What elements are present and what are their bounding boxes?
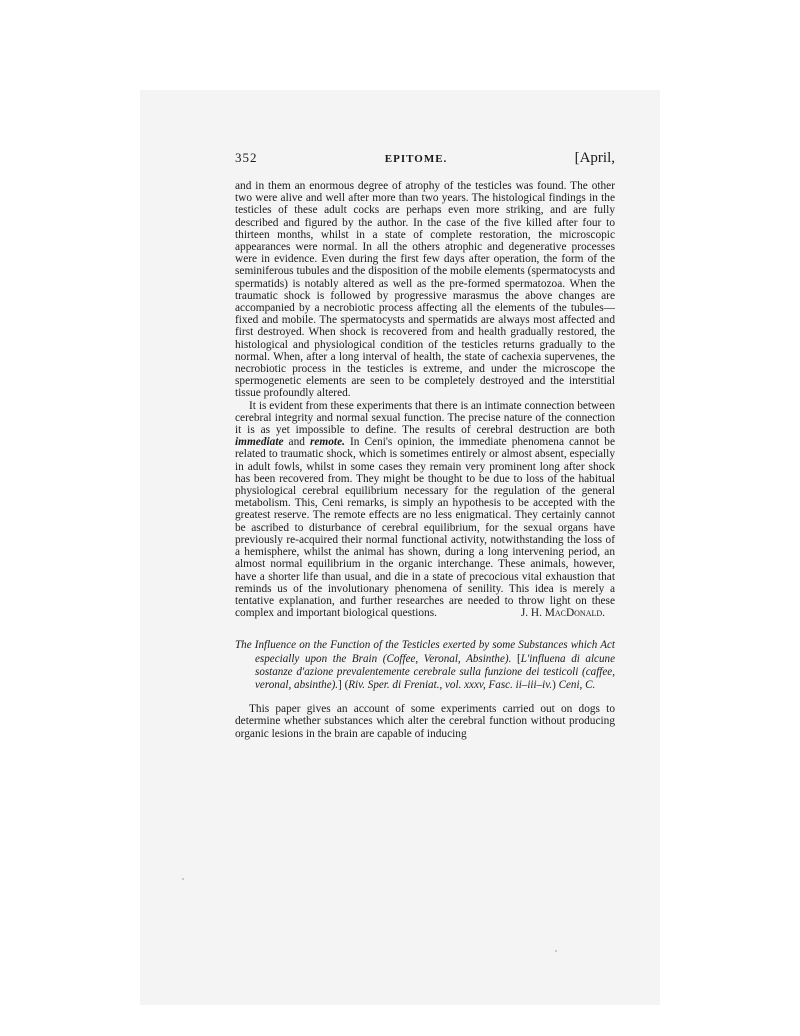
citation-bracket-close: ]: [338, 678, 342, 691]
paragraph-experiments: This paper gives an account of some experiments carried out on dogs to determine whether substances which alter the cerebral function without producing organic lesions in the brain are capable of inducing: [235, 703, 615, 740]
signature-initials: J. H.: [520, 607, 545, 620]
citation-bracket-open: [: [516, 652, 521, 665]
page-text-block: [235, 150, 615, 740]
emphasis-immediate: immediate: [235, 436, 284, 449]
citation-paren-open: (: [341, 678, 349, 691]
paragraph-conclusions: [235, 400, 615, 620]
citation-title: The Influence on the Function of the Testicles exerted by some Substances which Act especially upon the Brain (Coffee, Veronal, Absinthe).: [235, 639, 615, 665]
signature-surname: MacDonald.: [544, 607, 605, 620]
article-citation: [235, 639, 615, 692]
scan-speck: [182, 878, 184, 880]
paragraph-conclusions-text-1: It is evident from these experiments that there is an intimate connection between cerebral integrity and normal sexual function. The precise nature of the connection it is as yet impossible to define. The results of cerebral destruction are both: [235, 399, 615, 437]
emphasis-remote: remote.: [309, 436, 345, 449]
section-label: [April,: [574, 150, 615, 166]
citation-source: Riv. Sper. di Freniat., vol. xxxv, Fasc. ii–iii–iv.: [348, 678, 553, 691]
citation-paren-close: ): [552, 678, 556, 691]
paragraph-conclusions-text-2: In Ceni's opinion, the immediate phenomena cannot be related to traumatic shock, which is sometimes entirely or almost absent, especially in adult fowls, whilst in some cases they remain very prominent long after shock has been recovered from. They might be thought to be due to loss of the habitual physiological cerebral equilibrium necessary for the regulation of the general metabolism. This, Ceni remarks, is simply an hypothesis to be accepted with the greatest reserve. The remote effects are no less enigmatical. They certainly cannot be ascribed to disturbance of cerebral equilibrium, for the sexual organs have previously re-acquired their normal functional activity, notwithstanding the loss of a hemisphere, whilst the animal has shown, during a long intervening period, an almost normal equilibrium in the organic interchange. These animals, however, have a shorter life than usual, and die in a state of precocious vital exhaustion that reminds us of the involutionary phenomena of senility. This idea is merely a tentative explanation, and further researches are needed to throw light on these complex and important biological questions.: [235, 436, 615, 620]
paragraph-conclusions-and: and: [283, 436, 310, 449]
citation-author: Ceni, C.: [555, 678, 596, 691]
running-title: EPITOME.: [384, 153, 448, 165]
scan-speck: [555, 950, 557, 952]
page-header: [235, 150, 615, 167]
paragraph-histology: and in them an enormous degree of atrophy of the testicles was found. The other two were alive and well after more than two years. The histological findings in the testicles of these adult cocks are perhaps even more striking, and are fully described and figured by the author. In the case of the five killed after four to thirteen months, whilst in a state of complete restoration, the microscopic appearances were normal. In all the others atrophic and degenerative processes were in evidence. Even during the first few days after operation, the form of the seminiferous tubules and the disposition of the mobile elements (spermatocysts and spermatids) is notably altered as well as the pre-formed spermatozoa. When the traumatic shock is followed by progressive marasmus the above changes are accompanied by a necrobiotic process affecting all the elements of the tubules—fixed and mobile. The spermatocysts and spermatids are always most affected and first destroyed. When shock is recovered from and health gradually restored, the histological and physiological condition of the testicles returns gradually to the normal. When, after a long interval of health, the state of cachexia supervenes, the necrobiotic process in the testicles is extreme, and under the microscope the spermogenetic elements are seen to be completely destroyed and the interstitial tissue profoundly altered.: [235, 180, 615, 400]
page-number: 352: [235, 150, 258, 165]
citation-italian-title: L'influena di alcune sostanze d'azione prevalentemente cerebrale sulla funzione dei testicoli (caffee, veronal, absinthe).: [255, 652, 615, 691]
